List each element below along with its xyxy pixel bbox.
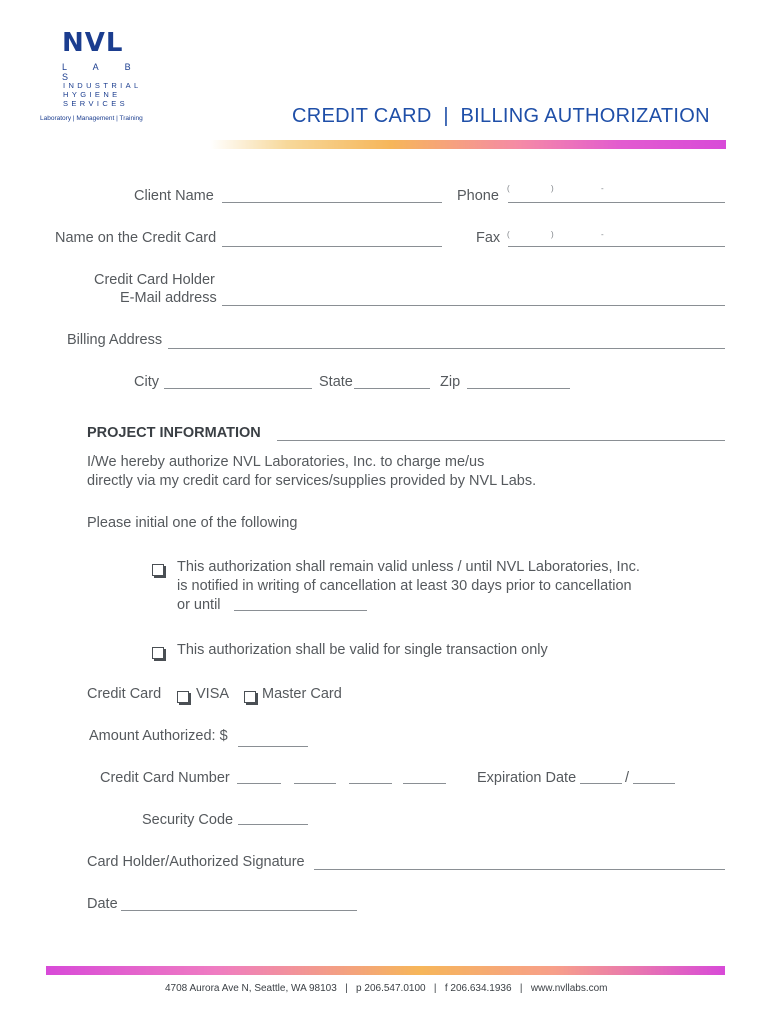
zip-field[interactable] [467, 388, 570, 389]
card-number-group1[interactable] [237, 783, 281, 784]
header-gradient-bar [210, 140, 726, 149]
checkbox-icon [152, 564, 164, 576]
date-label: Date [87, 896, 118, 912]
phone-paren-open: ( [507, 184, 510, 193]
page-title: CREDIT CARD | BILLING AUTHORIZATION [292, 105, 710, 127]
option-valid-until-line2: is notified in writing of cancellation at least 30 days prior to cancellation [177, 578, 632, 594]
state-label: State [319, 374, 353, 390]
card-number-label: Credit Card Number [100, 770, 230, 786]
authorization-text-line2: directly via my credit card for services/supplies provided by NVL Labs. [87, 473, 537, 489]
option-single-transaction-checkbox[interactable] [152, 645, 172, 663]
email-field[interactable] [222, 305, 725, 306]
visa-label: VISA [196, 686, 230, 702]
date-field[interactable] [121, 910, 357, 911]
checkbox-icon [152, 647, 164, 659]
option-valid-until-line1: This authorization shall remain valid unless / until NVL Laboratories, Inc. [177, 559, 640, 575]
billing-address-label: Billing Address [67, 332, 163, 348]
expiration-month-field[interactable] [580, 783, 622, 784]
mastercard-checkbox[interactable] [244, 689, 264, 707]
phone-field[interactable] [508, 202, 725, 203]
phone-paren-close: ) [551, 184, 554, 193]
footer-contact-info: 4708 Aurora Ave N, Seattle, WA 98103 | p 206.547.0100 | f 206.634.1936 | www.nvllabs.com [165, 983, 608, 994]
amount-authorized-label: Amount Authorized: $ [89, 728, 228, 744]
option-valid-until-checkbox[interactable] [152, 562, 172, 580]
expiration-date-label: Expiration Date [477, 770, 577, 786]
option-valid-until-line3: or until [177, 597, 221, 613]
fax-field[interactable] [508, 246, 725, 247]
fax-label: Fax [476, 230, 501, 246]
fax-dash: - [601, 230, 604, 239]
signature-label: Card Holder/Authorized Signature [87, 854, 305, 870]
authorization-text-line1: I/We hereby authorize NVL Laboratories, Inc. to charge me/us [87, 454, 485, 470]
name-on-card-field[interactable] [222, 246, 442, 247]
client-name-field[interactable] [222, 202, 442, 203]
footer-gradient-bar [46, 966, 725, 975]
amount-authorized-field[interactable] [238, 746, 308, 747]
billing-address-field[interactable] [168, 348, 725, 349]
logo-line-industrial: INDUSTRIAL [63, 81, 142, 90]
valid-until-date-field[interactable] [234, 610, 367, 611]
security-code-field[interactable] [238, 824, 308, 825]
logo-labs: L A B S [62, 62, 143, 82]
mastercard-label: Master Card [262, 686, 342, 702]
fax-paren-close: ) [551, 230, 554, 239]
card-holder-label: Credit Card Holder [94, 272, 215, 288]
initial-prompt: Please initial one of the following [87, 515, 298, 531]
logo-line-services: SERVICES [63, 99, 128, 108]
city-label: City [134, 374, 159, 390]
state-field[interactable] [354, 388, 430, 389]
project-information-heading: PROJECT INFORMATION [87, 425, 261, 441]
name-on-card-label: Name on the Credit Card [55, 230, 217, 246]
card-number-group2[interactable] [294, 783, 336, 784]
fax-paren-open: ( [507, 230, 510, 239]
expiration-slash: / [625, 770, 630, 786]
card-number-group3[interactable] [349, 783, 392, 784]
card-number-group4[interactable] [403, 783, 446, 784]
logo-line-hygiene: HYGIENE [63, 90, 121, 99]
project-information-field[interactable] [277, 440, 725, 441]
credit-card-type-label: Credit Card [87, 686, 162, 702]
option-single-transaction-text: This authorization shall be valid for single transaction only [177, 642, 548, 658]
phone-dash: - [601, 184, 604, 193]
logo-tagline: Laboratory | Management | Training [40, 115, 143, 122]
logo-wordmark: NVL [62, 28, 124, 58]
zip-label: Zip [440, 374, 461, 390]
phone-label: Phone [457, 188, 499, 204]
checkbox-icon [244, 691, 256, 703]
expiration-year-field[interactable] [633, 783, 675, 784]
signature-field[interactable] [314, 869, 725, 870]
checkbox-icon [177, 691, 189, 703]
email-address-label: E-Mail address [120, 290, 217, 306]
security-code-label: Security Code [142, 812, 234, 828]
visa-checkbox[interactable] [177, 689, 197, 707]
company-logo [40, 28, 150, 128]
city-field[interactable] [164, 388, 312, 389]
client-name-label: Client Name [134, 188, 214, 204]
